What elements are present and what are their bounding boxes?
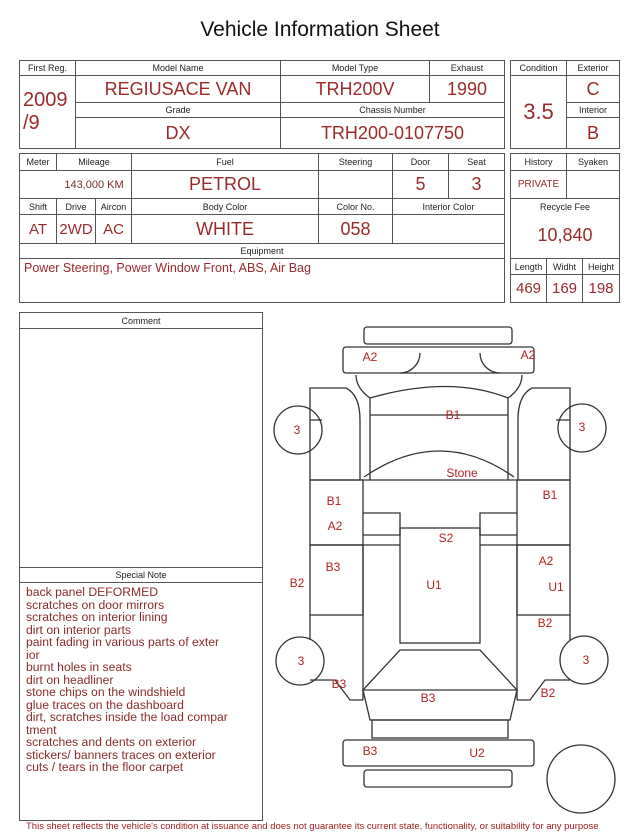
aircon-value: AC [96, 215, 132, 244]
history-label: History [511, 154, 567, 171]
fuel-value: PETROL [132, 171, 319, 199]
first-reg-month: /9 [23, 112, 40, 134]
special-note-item: scratches and dents on exterior [26, 735, 197, 749]
damage-mark: Stone [446, 466, 478, 480]
damage-mark: U1 [426, 578, 442, 592]
special-note-label: Special Note [20, 567, 262, 583]
damage-mark: B3 [362, 744, 378, 758]
height-value: 198 [588, 280, 614, 297]
damage-mark: A2 [327, 519, 343, 533]
damage-mark: U1 [548, 580, 564, 594]
color-no-value: 058 [319, 215, 393, 244]
exhaust-label: Exhaust [430, 61, 504, 76]
mileage-label: Mileage [57, 154, 132, 171]
damage-mark: B1 [445, 408, 461, 422]
special-note-item: scratches on interior lining [26, 610, 168, 624]
exterior-value: C [567, 76, 619, 103]
interior-value: B [586, 122, 599, 143]
length-value: 469 [511, 275, 547, 302]
special-note-item: paint fading in various parts of exter [26, 635, 220, 649]
seat-value: 3 [449, 171, 504, 199]
seat-label: Seat [449, 154, 504, 171]
special-note-item: dirt on headliner [26, 672, 114, 687]
damage-mark: B3 [420, 691, 436, 705]
special-note-item: dirt, scratches inside the load compar [26, 710, 228, 724]
history-value: PRIVATE [511, 171, 567, 199]
fuel-label: Fuel [132, 154, 319, 171]
damage-mark: B2 [289, 576, 305, 590]
page-title: Vehicle Information Sheet [200, 18, 440, 41]
mileage-value: 143,000 KM [57, 171, 132, 199]
grade-label: Grade [76, 103, 281, 118]
condition-label: Condition [511, 61, 567, 76]
width-value: 169 [547, 275, 583, 302]
first-reg-year: 2009 [23, 89, 68, 111]
model-type-label: Model Type [281, 61, 430, 76]
damage-mark: B2 [540, 686, 556, 700]
damage-mark: 3 [297, 654, 305, 668]
damage-marks [290, 348, 590, 760]
damage-mark: A2 [538, 554, 554, 568]
condition-value: 3.5 [511, 76, 567, 148]
damage-mark: B3 [331, 677, 347, 691]
special-note-item: burnt holes in seats [26, 660, 132, 674]
special-note-item: stickers/ banners traces on exterior [26, 747, 216, 762]
steering-label: Steering [319, 154, 393, 171]
special-note-item: scratches on door mirrors [26, 597, 165, 612]
model-name-label: Model Name [76, 61, 281, 76]
damage-mark: B1 [542, 488, 558, 502]
chassis-value: TRH200-0107750 [320, 122, 465, 143]
color-no-label: Color No. [319, 199, 393, 215]
equipment-value: Power Steering, Power Window Front, ABS, Air Bag [24, 261, 311, 275]
interior-color-label: Interior Color [393, 199, 504, 215]
interior-label: Interior [567, 103, 619, 118]
height-label: Height [583, 259, 619, 275]
width-label: Widht [547, 259, 583, 275]
chassis-label: Chassis Number [281, 103, 504, 118]
door-label: Door [393, 154, 449, 171]
damage-mark: A2 [520, 348, 536, 362]
special-note-item: tment [26, 722, 57, 737]
damage-mark: U2 [469, 746, 485, 760]
syaken-label: Syaken [567, 154, 619, 171]
shift-label: Shift [20, 199, 57, 215]
disclaimer-footer: This sheet reflects the vehicle's condition at issuance and does not guarantee its current state, functionality, or suitability for any purpose [26, 821, 599, 832]
recycle-fee-label: Recycle Fee [511, 199, 619, 259]
special-note-item: back panel DEFORMED [26, 585, 159, 599]
drive-label: Drive [57, 199, 96, 215]
exhaust-value: 1990 [430, 76, 504, 103]
damage-mark: B1 [326, 494, 342, 508]
shift-value: AT [20, 215, 57, 244]
damage-mark: 3 [578, 420, 586, 434]
special-note-item: dirt on interior parts [26, 622, 131, 637]
drive-value: 2WD [57, 215, 96, 244]
recycle-fee-value: 10,840 [537, 225, 593, 245]
damage-mark: 3 [293, 423, 301, 437]
damage-mark: 3 [582, 653, 590, 667]
comment-label: Comment [20, 313, 262, 329]
length-label: Length [511, 259, 547, 275]
grade-value: DX [76, 118, 281, 148]
special-note-item: glue traces on the dashboard [26, 697, 184, 712]
special-note-item: ior [26, 647, 40, 662]
damage-mark: A2 [362, 350, 378, 364]
damage-mark: B3 [325, 560, 341, 574]
body-color-value: WHITE [132, 215, 319, 244]
door-value: 5 [393, 171, 449, 199]
exterior-label: Exterior [567, 61, 619, 76]
damage-mark: B2 [537, 616, 553, 630]
meter-label: Meter [20, 154, 57, 171]
body-color-label: Body Color [132, 199, 319, 215]
aircon-label: Aircon [96, 199, 132, 215]
damage-mark: S2 [438, 531, 454, 545]
equipment-label: Equipment [20, 244, 504, 259]
special-note-item: stone chips on the windshield [26, 685, 186, 699]
first-reg-label: First Reg. [20, 61, 76, 76]
model-type-value: TRH200V [281, 76, 430, 103]
model-name-value: REGIUSACE VAN [76, 76, 281, 103]
special-note-item: cuts / tears in the floor carpet [26, 760, 184, 774]
